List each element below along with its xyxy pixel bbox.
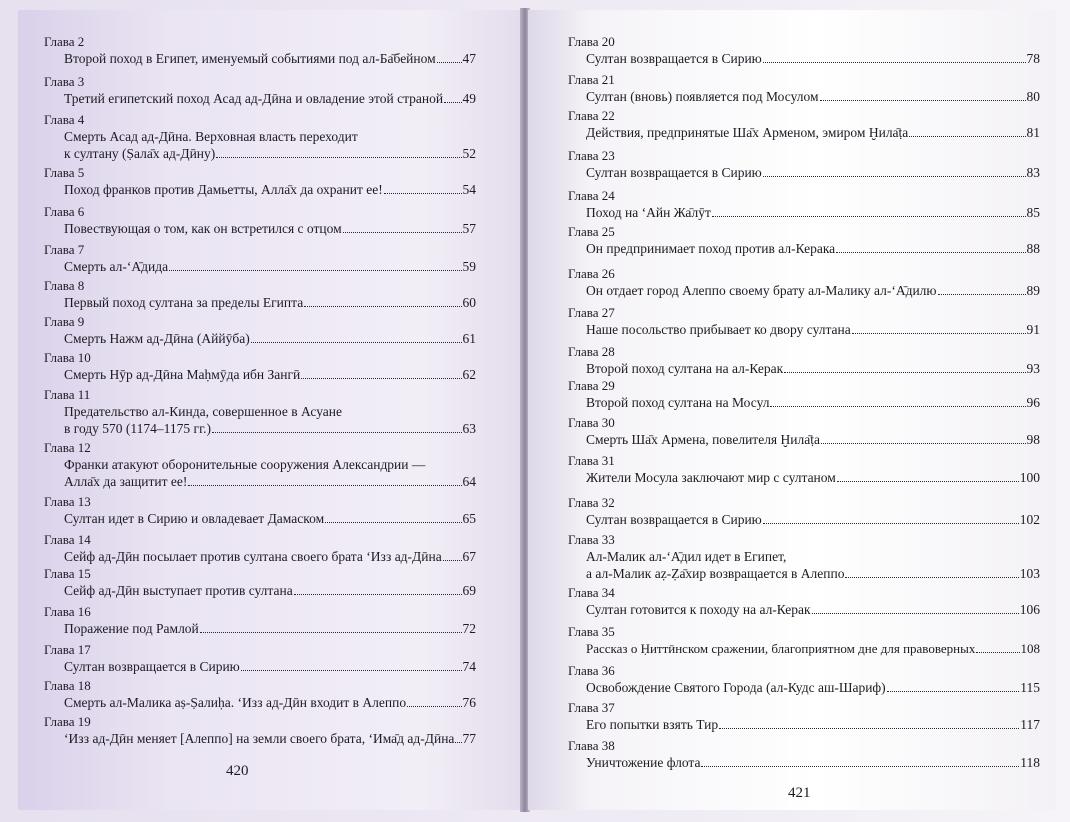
chapter-title: Он предпринимает поход против ал-Керака xyxy=(586,241,836,256)
chapter-label: Глава 24 xyxy=(568,188,615,203)
chapter-title-line xyxy=(64,146,476,162)
leader-dots xyxy=(701,755,1019,767)
chapter-title: Султан (вновь) появляется под Мосулом xyxy=(586,89,819,104)
chapter-label: Глава 37 xyxy=(568,700,615,715)
chapter-label: Глава 4 xyxy=(44,112,85,127)
chapter-label: Глава 33 xyxy=(568,532,615,547)
leader-dots xyxy=(845,566,1018,578)
chapter-title: Султан возвращается в Сирию xyxy=(64,659,240,674)
right-page xyxy=(528,10,1056,810)
leader-dots xyxy=(443,549,462,561)
leader-dots xyxy=(976,641,1019,653)
chapter-title: Третий египетский поход Асад ад-Дӣна и овладение этой страной xyxy=(64,91,444,106)
chapter-title-line xyxy=(586,89,1040,105)
chapter-title-line xyxy=(64,221,476,237)
chapter-label: Глава 14 xyxy=(44,532,91,547)
leader-dots xyxy=(455,731,461,743)
page-number: 80 xyxy=(1026,89,1040,104)
chapter-title-line xyxy=(64,259,476,275)
chapter-label: Глава 21 xyxy=(568,72,615,87)
chapter-title-line xyxy=(64,182,476,198)
page-number: 60 xyxy=(462,295,476,310)
chapter-title: Действия, предпринятые Ша̄х Арменом, эмиром Ḫила̄ṭа xyxy=(586,125,909,140)
chapter-title: Смерть Ша̄х Армена, повелителя Ḫила̄ṭа xyxy=(586,432,820,447)
chapter-title-line xyxy=(64,331,476,347)
chapter-title: Первый поход султана за пределы Египта xyxy=(64,295,304,310)
leader-dots xyxy=(437,51,462,63)
chapter-title-line xyxy=(586,512,1040,528)
chapter-title-line xyxy=(586,51,1040,67)
chapter-title: Смерть ал-ʻА̄дида xyxy=(64,259,169,274)
page-number: 62 xyxy=(462,367,476,382)
chapter-title-line xyxy=(64,474,476,490)
chapter-label: Глава 19 xyxy=(44,714,91,729)
chapter-label: Глава 23 xyxy=(568,148,615,163)
chapter-title: Предательство ал-Кинда, совершенное в Асуане xyxy=(64,404,342,419)
leader-dots xyxy=(444,91,461,103)
chapter-label: Глава 7 xyxy=(44,242,85,257)
chapter-label: Глава 25 xyxy=(568,224,615,239)
page-number: 108 xyxy=(1020,641,1040,656)
chapter-title-line xyxy=(586,549,786,565)
page-folio: 421 xyxy=(788,785,811,801)
chapter-label: Глава 38 xyxy=(568,738,615,753)
page-number: 103 xyxy=(1019,566,1040,581)
leader-dots xyxy=(719,717,1019,729)
page-number: 115 xyxy=(1020,680,1040,695)
chapter-title-line xyxy=(586,602,1040,618)
leader-dots xyxy=(837,470,1019,482)
chapter-label: Глава 5 xyxy=(44,165,85,180)
chapter-label: Глава 20 xyxy=(568,34,615,49)
chapter-title: Рассказ о Ḥиттӣнском сражении, благоприятном дне для правоверных xyxy=(586,641,976,656)
leader-dots xyxy=(343,221,462,233)
chapter-title: Второй поход султана на ал-Керак xyxy=(586,361,784,376)
chapter-title: Он отдает город Алеппо своему брату ал-Малику ал-ʻА̄дилю xyxy=(586,283,937,298)
chapter-label: Глава 16 xyxy=(44,604,91,619)
page-number: 57 xyxy=(462,221,476,236)
chapter-title-line xyxy=(586,165,1040,181)
chapter-title-line xyxy=(586,755,1040,771)
chapter-title-line xyxy=(586,680,1040,696)
chapter-label: Глава 29 xyxy=(568,378,615,393)
chapter-title-line xyxy=(586,641,1040,657)
page-number: 76 xyxy=(462,695,476,710)
chapter-title: Второй поход в Египет, именуемый событиями под ал-Ба̄бейном xyxy=(64,51,436,66)
chapter-title: Сейф ад-Дӣн выступает против султана xyxy=(64,583,293,598)
leader-dots xyxy=(909,125,1025,137)
leader-dots xyxy=(304,295,461,307)
page-number: 65 xyxy=(462,511,476,526)
chapter-title: Сейф ад-Дӣн посылает против султана своего брата ʻИзз ад-Дӣна xyxy=(64,549,442,564)
page-folio: 420 xyxy=(226,763,249,779)
chapter-label: Глава 26 xyxy=(568,266,615,281)
chapter-label: Глава 32 xyxy=(568,495,615,510)
leader-dots xyxy=(384,182,462,194)
chapter-title-line xyxy=(64,583,476,599)
left-page xyxy=(18,10,522,810)
page-number: 91 xyxy=(1026,322,1040,337)
chapter-title-line xyxy=(64,51,476,67)
chapter-label: Глава 17 xyxy=(44,642,91,657)
chapter-title: Смерть Асад ад-Дӣна. Верховная власть переходит xyxy=(64,129,358,144)
page-number: 83 xyxy=(1026,165,1040,180)
leader-dots xyxy=(712,205,1026,217)
chapter-label: Глава 15 xyxy=(44,566,91,581)
chapter-label: Глава 28 xyxy=(568,344,615,359)
page-number: 54 xyxy=(462,182,476,197)
page-number: 100 xyxy=(1019,470,1040,485)
leader-dots xyxy=(325,511,461,523)
leader-dots xyxy=(812,602,1019,614)
chapter-label: Глава 9 xyxy=(44,314,85,329)
leader-dots xyxy=(820,89,1026,101)
chapter-title: Султан идет в Сирию и овладевает Дамаском xyxy=(64,511,325,526)
chapter-title: Его попытки взять Тир xyxy=(586,717,719,732)
chapter-title: Ал-Малик ал-ʻА̄дил идет в Египет, xyxy=(586,549,787,564)
chapter-title-line xyxy=(586,283,1040,299)
chapter-title: Наше посольство прибывает ко двору султана xyxy=(586,322,851,337)
chapter-label: Глава 30 xyxy=(568,415,615,430)
leader-dots xyxy=(188,474,461,486)
chapter-title-line xyxy=(586,717,1040,733)
leader-dots xyxy=(763,165,1026,177)
chapter-title-line xyxy=(64,511,476,527)
chapter-title: в году 570 (1174–1175 гг.) xyxy=(64,421,211,436)
chapter-title-line xyxy=(64,421,476,437)
chapter-title: Султан возвращается в Сирию xyxy=(586,51,762,66)
chapter-label: Глава 11 xyxy=(44,387,91,402)
chapter-label: Глава 2 xyxy=(44,34,85,49)
chapter-label: Глава 34 xyxy=(568,585,615,600)
page-number: 72 xyxy=(462,621,476,636)
chapter-title: Смерть ал-Малика аṣ-Ṣалиḥа. ʻИзз ад-Дӣн входит в Алеппо xyxy=(64,695,407,710)
chapter-title-line xyxy=(586,205,1040,221)
chapter-title: а ал-Малик аẓ-Ẓа̄хир возвращается в Алеппо xyxy=(586,566,845,581)
chapter-title-line xyxy=(64,367,476,383)
leader-dots xyxy=(301,367,461,379)
chapter-title: Освобождение Святого Города (ал-Кудс аш-Шариф) xyxy=(586,680,886,695)
page-number: 93 xyxy=(1026,361,1040,376)
page-number: 69 xyxy=(462,583,476,598)
page-number: 118 xyxy=(1020,755,1040,770)
page-number: 89 xyxy=(1026,283,1040,298)
leader-dots xyxy=(407,695,461,707)
chapter-label: Глава 6 xyxy=(44,204,85,219)
chapter-title: Султан возвращается в Сирию xyxy=(586,512,762,527)
chapter-label: Глава 3 xyxy=(44,74,85,89)
leader-dots xyxy=(241,659,462,671)
leader-dots xyxy=(821,432,1026,444)
page-number: 81 xyxy=(1026,125,1040,140)
leader-dots xyxy=(852,322,1026,334)
page-number: 88 xyxy=(1026,241,1040,256)
chapter-title-line xyxy=(64,404,342,420)
leader-dots xyxy=(200,621,462,633)
chapter-title: Смерть Нӯр ад-Дӣна Маḥмӯда ибн Зангӣ xyxy=(64,367,301,382)
chapter-title: Султан возвращается в Сирию xyxy=(586,165,762,180)
chapter-title: Повествующая о том, как он встретился с отцом xyxy=(64,221,342,236)
chapter-title: Султан готовится к походу на ал-Керак xyxy=(586,602,811,617)
chapter-title-line xyxy=(64,621,476,637)
page-number: 61 xyxy=(462,331,476,346)
chapter-title: Алла̄х да защитит ее! xyxy=(64,474,188,489)
leader-dots xyxy=(887,680,1020,692)
chapter-label: Глава 10 xyxy=(44,350,91,365)
page-number: 96 xyxy=(1026,395,1040,410)
page-number: 102 xyxy=(1019,512,1040,527)
chapter-title-line xyxy=(64,91,476,107)
chapter-label: Глава 35 xyxy=(568,624,615,639)
page-number: 59 xyxy=(462,259,476,274)
page-number: 67 xyxy=(462,549,476,564)
chapter-title-line xyxy=(586,361,1040,377)
chapter-title-line xyxy=(64,129,358,145)
chapter-title-line xyxy=(586,395,1040,411)
chapter-title-line xyxy=(64,295,476,311)
leader-dots xyxy=(938,283,1026,295)
chapter-title-line xyxy=(586,470,1040,486)
chapter-title-line xyxy=(586,566,1040,582)
page-number: 49 xyxy=(462,91,476,106)
chapter-label: Глава 12 xyxy=(44,440,91,455)
leader-dots xyxy=(770,395,1025,407)
chapter-title-line xyxy=(64,695,476,711)
chapter-title: Уничтожение флота xyxy=(586,755,701,770)
page-number: 117 xyxy=(1020,717,1040,732)
chapter-title: Второй поход султана на Мосул xyxy=(586,395,770,410)
chapter-label: Глава 27 xyxy=(568,305,615,320)
chapter-title: Поход франков против Дамьетты, Алла̄х да охранит ее! xyxy=(64,182,383,197)
chapter-title-line xyxy=(586,432,1040,448)
leader-dots xyxy=(763,512,1019,524)
chapter-title-line xyxy=(64,457,425,473)
leader-dots xyxy=(784,361,1025,373)
leader-dots xyxy=(169,259,461,271)
chapter-label: Глава 18 xyxy=(44,678,91,693)
chapter-label: Глава 31 xyxy=(568,453,615,468)
leader-dots xyxy=(216,146,461,158)
chapter-title-line xyxy=(586,125,1040,141)
page-number: 63 xyxy=(462,421,476,436)
chapter-title-line xyxy=(64,549,476,565)
page-number: 78 xyxy=(1026,51,1040,66)
chapter-label: Глава 8 xyxy=(44,278,85,293)
leader-dots xyxy=(763,51,1026,63)
chapter-title: Поход на ʻАйн Жа̄лӯт xyxy=(586,205,711,220)
leader-dots xyxy=(212,421,462,433)
chapter-title: Смерть Нажм ад-Дӣна (Аййӯба) xyxy=(64,331,250,346)
leader-dots xyxy=(251,331,462,343)
chapter-title-line xyxy=(64,731,476,747)
chapter-title-line xyxy=(586,322,1040,338)
chapter-label: Глава 36 xyxy=(568,663,615,678)
chapter-title: Поражение под Рамлой xyxy=(64,621,199,636)
chapter-title: Франки атакуют оборонительные сооружения Александрии — xyxy=(64,457,426,472)
chapter-title: ʻИзз ад-Дӣн меняет [Алеппо] на земли своего брата, ʻИма̄д ад-Дӣна xyxy=(64,731,455,746)
chapter-title-line xyxy=(586,241,1040,257)
page-number: 52 xyxy=(462,146,476,161)
page-number: 98 xyxy=(1026,432,1040,447)
page-number: 64 xyxy=(462,474,476,489)
chapter-title-line xyxy=(64,659,476,675)
page-number: 47 xyxy=(462,51,476,66)
page-number: 77 xyxy=(462,731,476,746)
page-number: 74 xyxy=(462,659,476,674)
chapter-label: Глава 22 xyxy=(568,108,615,123)
chapter-title: к султану (Ṣала̄х ад-Дӣну) xyxy=(64,146,216,161)
page-number: 106 xyxy=(1019,602,1040,617)
leader-dots xyxy=(836,241,1025,253)
chapter-label: Глава 13 xyxy=(44,494,91,509)
leader-dots xyxy=(294,583,462,595)
chapter-title: Жители Мосула заключают мир с султаном xyxy=(586,470,836,485)
page-number: 85 xyxy=(1026,205,1040,220)
